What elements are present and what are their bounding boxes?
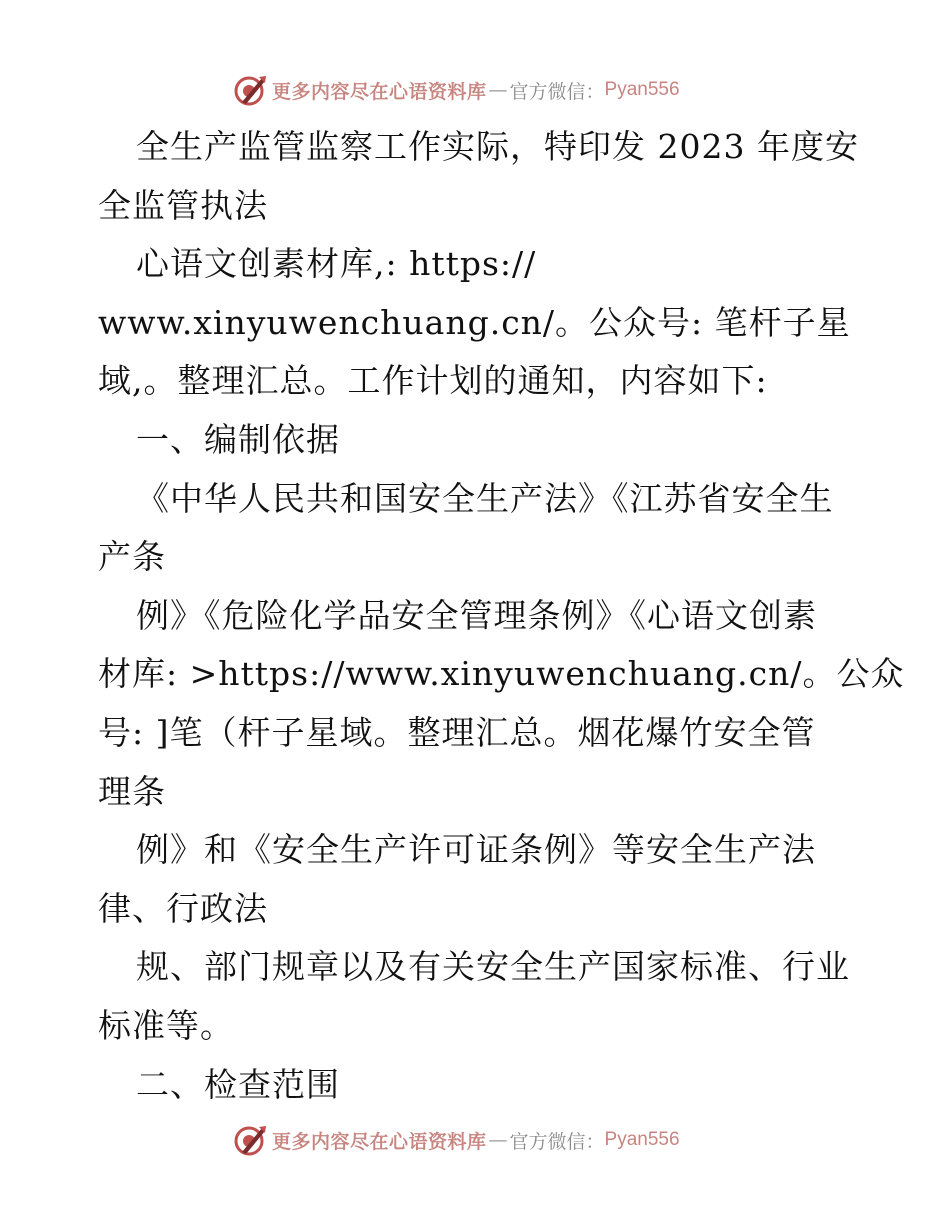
text-line: 材库: >https://www.xinyuwenchuang.cn/。公众 xyxy=(98,654,905,694)
section-heading: 一、编制依据 xyxy=(136,419,340,459)
text-line: 规、部门规章以及有关安全生产国家标准、行业 xyxy=(136,947,850,987)
watermark-main-text: 更多内容尽在心语资料库 xyxy=(272,80,487,103)
section-heading: 二、检查范围 xyxy=(136,1064,340,1104)
text-line: 例》和《安全生产许可证条例》等安全生产法 xyxy=(136,830,816,870)
text-line: 理条 xyxy=(98,771,166,811)
footer-watermark xyxy=(232,1120,680,1160)
watermark-dash: — xyxy=(488,1129,508,1151)
text-line: 例》《危险化学品安全管理条例》《心语文创素 xyxy=(136,595,817,635)
quill-logo-icon xyxy=(232,1122,268,1158)
text-line: 全监管执法 xyxy=(98,185,268,225)
text-line: 号: ]笔（杆子星域。整理汇总。烟花爆竹安全管 xyxy=(98,712,816,752)
text-line: 标准等。 xyxy=(98,1005,234,1045)
watermark-dash: — xyxy=(488,79,508,101)
watermark-main-text: 更多内容尽在心语资料库 xyxy=(272,1130,487,1153)
watermark-wechat-label: 官方微信： xyxy=(509,80,605,103)
text-line: 心语文创素材库,: https:// xyxy=(136,244,537,284)
text-line: 产条 xyxy=(98,537,166,577)
document-body xyxy=(98,118,905,1114)
text-line: 域,。整理汇总。工作计划的通知，内容如下: xyxy=(98,361,768,401)
text-line: 律、行政法 xyxy=(98,888,268,928)
text-line: 全生产监管监察工作实际，特印发 2023 年度安 xyxy=(136,127,859,166)
text-line: 《中华人民共和国安全生产法》《江苏省安全生 xyxy=(136,478,834,518)
text-line: www.xinyuwenchuang.cn/。公众号: 笔杆子星 xyxy=(98,302,851,342)
watermark-wechat-label: 官方微信： xyxy=(509,1130,605,1153)
watermark-wechat-id: Pyan556 xyxy=(604,1129,680,1150)
watermark-wechat-id: Pyan556 xyxy=(604,79,680,100)
header-watermark xyxy=(232,70,680,110)
quill-logo-icon xyxy=(232,72,268,108)
